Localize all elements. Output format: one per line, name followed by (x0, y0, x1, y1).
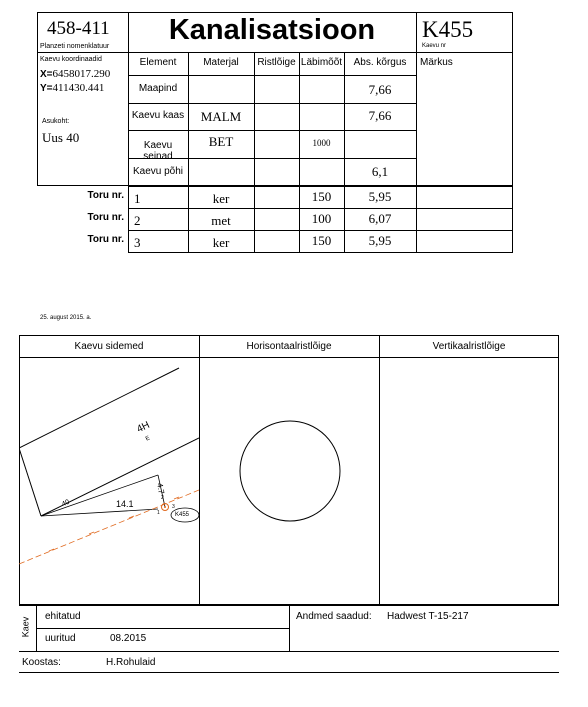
pipe-number-label: 3 (172, 504, 175, 510)
pipe-number-label: 2 (161, 495, 164, 501)
footer-surveyed-value: 08.2015 (110, 633, 147, 644)
coord-y-label: Y= (40, 83, 53, 94)
pipe-material: met (211, 213, 231, 228)
pipe-abs: 5,95 (368, 233, 392, 248)
coord-y-value: 411430.441 (52, 82, 105, 94)
nomenclature-label: Planzeti nomenklatuur (40, 43, 110, 50)
pipe-diameter: 150 (311, 233, 332, 248)
coord-y (40, 82, 104, 94)
footer-surveyed-label: uuritud (45, 633, 76, 644)
coordinates-label: Kaevu koordinaadid (40, 56, 102, 63)
footer-data-value: Hadwest T-15-217 (387, 611, 469, 622)
well-tag: K455 (175, 512, 190, 518)
row-diameter: 1000 (312, 138, 331, 148)
row-material: BET (208, 134, 234, 149)
dimension-4-7: 4.7 (155, 482, 166, 495)
col-header-cross: Ristlõige (257, 57, 296, 68)
well-number-label: Kaevu nr (422, 43, 447, 49)
footer-built-label: ehitatud (45, 611, 81, 622)
location-label: Asukoht: (42, 118, 70, 125)
row-element: Maapind (138, 83, 178, 94)
coord-x (40, 68, 110, 80)
col-header-diameter: Läbimõõt (300, 57, 343, 68)
row-abs: 7,66 (368, 108, 392, 123)
pipe-material: ker (212, 235, 230, 250)
footer-data-label: Andmed saadud: (296, 611, 372, 622)
well-number: K455 (422, 17, 474, 42)
connections-drawing (19, 358, 199, 604)
pipe-label: Toru nr. (87, 234, 124, 245)
pipe-nr: 2 (134, 213, 141, 228)
pipe-abs: 6,07 (368, 211, 392, 226)
panel-title-horizontal: Horisontaalristlõige (246, 341, 332, 352)
location-value: Uus 40 (42, 130, 80, 145)
document-date: 25. august 2015. a. (40, 315, 92, 321)
coord-x-label: X= (40, 69, 53, 80)
col-header-material: Materjal (203, 57, 239, 68)
pipe-label: Toru nr. (87, 212, 124, 223)
nomenclature-value: 458-411 (47, 18, 110, 39)
pipe-nr: 3 (134, 235, 141, 250)
row-material: MALM (200, 109, 242, 124)
coord-x-value: 6458017.290 (52, 68, 111, 80)
page-title: Kanalisatsioon (168, 14, 376, 46)
footer-side-label: Kaev (20, 616, 31, 638)
dimension-14-1: 14.1 (116, 499, 134, 509)
panel-title-vertical: Vertikaalristlõige (432, 341, 506, 352)
horizontal-section-circle (199, 358, 379, 604)
building-sub-label: E (144, 435, 152, 443)
row-abs: 6,1 (371, 164, 389, 179)
row-element: Kaevu seinad (143, 140, 173, 162)
col-header-abs: Abs. kõrgus (353, 57, 407, 68)
dimension-40: 40 (60, 498, 71, 509)
pipe-diameter: 100 (311, 211, 332, 226)
panel-title-connections: Kaevu sidemed (74, 341, 144, 352)
col-header-remark: Märkus (420, 57, 453, 68)
pipe-diameter: 150 (311, 189, 332, 204)
row-element: Kaevu põhi (132, 166, 184, 177)
footer-author-label: Koostas: (22, 657, 61, 668)
pipe-abs: 5,95 (368, 189, 392, 204)
row-element: Kaevu kaas (131, 110, 185, 121)
pipe-nr: 1 (134, 191, 141, 206)
col-header-element: Element (139, 57, 177, 68)
pipe-number-label: 1 (157, 510, 160, 516)
row-abs: 7,66 (368, 82, 392, 97)
pipe-material: ker (212, 191, 230, 206)
footer-author-value: H.Rohulaid (106, 657, 156, 668)
building-label: 4H (135, 419, 152, 436)
pipe-label: Toru nr. (87, 190, 124, 201)
